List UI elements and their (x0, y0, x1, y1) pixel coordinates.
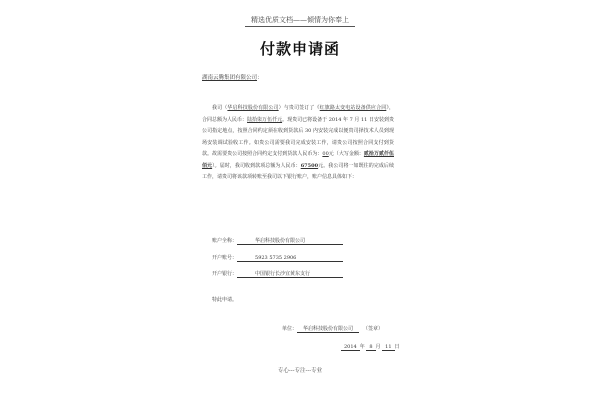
signature-line (282, 325, 383, 333)
account-bank-row (212, 270, 343, 278)
closing-remark: 特此申请。 (212, 297, 238, 303)
body-text-1: 我司（ (212, 105, 228, 111)
body-text-4: 。现贵司已将设备于 2014 年 7 月 11 日安装到贵公司指定地点，按照合同约定须在收到货款后 30 内安装完成以便贵司择技术人员到现场安装调试验收工作。如贵公司需要我司完成安装工作，请贵公司按照合同支付到货款。故需要贵公司按照合同约定支付到货款人民币为： (202, 116, 394, 157)
account-name-value: 华启科技股份有限公司 (237, 237, 343, 245)
account-bank-label: 开户银行： (212, 271, 238, 277)
account-bank-value: 中国银行长沙宜黄东支行 (237, 270, 343, 278)
account-name-label: 账户全称： (212, 238, 238, 244)
account-number-value: 5923 5735 2906 (237, 255, 343, 262)
date-month: 8 (366, 344, 375, 351)
date-year-unit: 年 (359, 344, 365, 350)
body-text-3: 》，合同总额为人民币： (202, 105, 394, 123)
body-text-2: ）与贵司签订了《 (278, 105, 320, 111)
body-text-6: ）。届时，我司收到款项总额为人民币： (212, 162, 301, 169)
addressee-suffix: ： (257, 75, 263, 81)
footer-text: 专心---专注---专业 (277, 368, 323, 374)
header-banner (0, 15, 600, 27)
date-day: 11 (382, 344, 394, 351)
body-contract: 红旗路太变电站设备供应合同 (319, 105, 387, 111)
signature-label: 单位： (282, 326, 298, 332)
account-number-label: 开户账号： (212, 255, 238, 261)
body-amount-number: 00 (322, 151, 329, 157)
date-day-unit: 日 (394, 344, 400, 350)
body-text-7: 元。我公司将一如既往的完成后续工作，请贵司将该款项转账至我司以下银行账户，账户信息具体如下： (202, 162, 394, 180)
signature-seal: （签章） (363, 326, 384, 332)
body-paragraph (202, 103, 394, 184)
body-total-words: 陆拾柒万伍仟元 (247, 116, 283, 123)
addressee-company: 湖南云腾集团有限公司 (202, 75, 258, 81)
body-amount-words: 贰拾万贰仟伍佰元 (202, 151, 394, 169)
date-month-unit: 月 (375, 344, 381, 350)
addressee (202, 73, 263, 81)
body-company: 华启科技股份有限公司 (227, 105, 279, 111)
document-title: 付款申请函 (259, 40, 340, 58)
account-number-row (212, 254, 343, 262)
date-line (341, 343, 400, 351)
header-banner-text: 精选优质文档——倾情为你奉上 (245, 15, 355, 27)
signature-company: 华启科技股份有限公司 (297, 325, 359, 333)
date-year: 2014 (341, 344, 360, 351)
account-name-row (212, 237, 343, 245)
body-text-5: 元（大写金额： (328, 151, 364, 157)
body-received-amount: 67500 (300, 162, 319, 169)
